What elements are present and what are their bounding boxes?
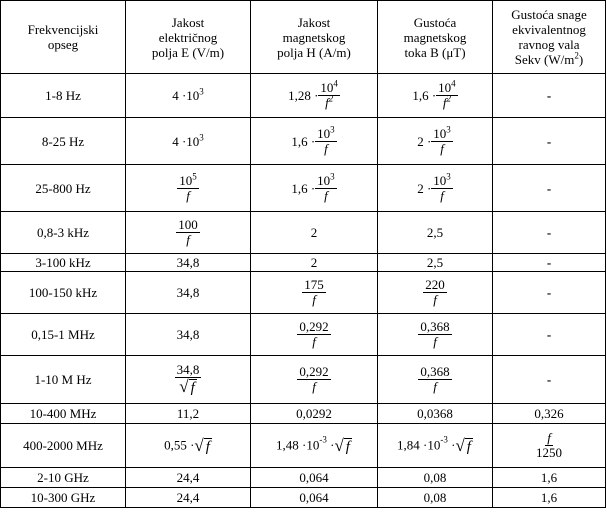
header-line: magnetskog: [403, 29, 467, 45]
value-coefficient: 1,6 ·: [291, 133, 316, 149]
fraction-denominator: [431, 335, 439, 349]
cell-flux-density: [378, 212, 493, 254]
fraction-denominator: [438, 189, 446, 203]
numerator-value: 0,368: [420, 364, 450, 379]
denominator-value: f: [442, 95, 447, 110]
fraction-denominator: [310, 293, 318, 307]
header-row: [1, 1, 606, 74]
fraction-denominator: [323, 93, 335, 110]
cell-frequency-range: [1, 254, 126, 272]
fraction-denominator: [184, 233, 192, 247]
cell-flux-density: [378, 165, 493, 212]
cell-electric-field: [126, 404, 251, 424]
cell-magnetic-field: [251, 165, 378, 212]
cell-power-density: [493, 118, 606, 165]
denominator-exponent: 2: [328, 93, 334, 104]
cell-electric-field: [126, 254, 251, 272]
frequency-range-text: 2-10 GHz: [37, 470, 89, 485]
denominator-value: f: [312, 334, 316, 349]
sqrt-radicand: f: [466, 438, 471, 455]
numerator-exponent: 5: [192, 171, 197, 182]
cell-frequency-range: [1, 468, 126, 488]
cell-value: 2,5: [426, 225, 444, 240]
value-coefficient: 2 ·: [417, 133, 432, 149]
cell-frequency-range: [1, 165, 126, 212]
cell-value: 0,0368: [417, 406, 453, 421]
fraction: [297, 365, 330, 394]
cell-flux-density: [378, 488, 493, 508]
cell-frequency-range: [1, 212, 126, 254]
cell-power-density: [493, 254, 606, 272]
sqrt-expression: [179, 378, 197, 396]
value-coefficient: 1,84 ·10: [397, 438, 441, 453]
frequency-range-text: 0,8-3 kHz: [37, 225, 89, 240]
header-line: magnetskog: [282, 29, 346, 45]
table-row: [1, 165, 606, 212]
cell-magnetic-field: [251, 254, 378, 272]
cell-value: 2,5: [426, 255, 444, 270]
cell-electric-field: [126, 272, 251, 314]
numerator-value: 100: [178, 217, 198, 232]
sqrt-sign: √: [455, 435, 465, 455]
cell-electric-field: [126, 212, 251, 254]
numerator-value: 0,368: [420, 319, 450, 334]
cell-value: -: [546, 225, 552, 240]
numerator-value: 10: [317, 125, 331, 141]
fraction: [177, 171, 199, 203]
denominator-value: f: [186, 187, 190, 203]
value-exponent: 3: [199, 86, 204, 97]
frequency-range-text: 8-25 Hz: [41, 133, 85, 149]
cell-value: 11,2: [176, 406, 200, 421]
cell-frequency-range: [1, 272, 126, 314]
denominator-exponent: 2: [446, 93, 451, 104]
cell-electric-field: [126, 118, 251, 165]
header-line: opseg: [47, 37, 79, 52]
cell-magnetic-field: [251, 272, 378, 314]
header-line: Jakost: [171, 14, 205, 30]
cell-value: -: [546, 180, 552, 196]
cell-power-density: [493, 212, 606, 254]
frequency-range-text: 10-300 GHz: [30, 490, 96, 505]
fraction-numerator: [175, 363, 202, 378]
fraction-denominator: [534, 446, 564, 460]
denominator-value: f: [312, 379, 316, 394]
numerator-value: 175: [304, 277, 324, 292]
cell-power-density: [493, 272, 606, 314]
denominator-value: f: [324, 140, 328, 156]
cell-value: -: [546, 327, 552, 342]
denominator-value: f: [324, 187, 328, 203]
value-coefficient: 1,28 ·: [288, 88, 319, 103]
cell-value: 24,4: [176, 490, 200, 505]
header-line: Sekv $(W/m^2)$: [514, 50, 584, 67]
sqrt-radicand: f: [190, 380, 195, 396]
cell-power-density: [493, 468, 606, 488]
cell-flux-density: [378, 404, 493, 424]
frequency-range-text: 10-400 MHz: [29, 406, 97, 421]
cell-electric-field: [126, 488, 251, 508]
value-operator: ·: [447, 438, 456, 453]
numerator-value: 220: [425, 277, 445, 292]
cell-power-density: [493, 404, 606, 424]
cell-value: 0,064: [299, 470, 329, 485]
value-exponent: -3: [319, 435, 327, 446]
frequency-range-text: 1-8 Hz: [45, 88, 81, 103]
numerator-value: 0,292: [299, 364, 329, 379]
cell-value: -: [546, 285, 552, 300]
fraction-denominator: [431, 380, 439, 394]
table-row: [1, 488, 606, 508]
cell-frequency-range: [1, 424, 126, 468]
fraction-numerator: [418, 365, 451, 380]
value-coefficient: 1,6 ·: [412, 88, 437, 103]
table-row: [1, 212, 606, 254]
fraction-numerator: [302, 278, 326, 293]
header-line: električnog: [158, 29, 218, 45]
value-exponent: 3: [199, 132, 204, 143]
fraction: [315, 171, 337, 203]
numerator-exponent: 3: [446, 171, 451, 182]
fraction: [418, 365, 451, 394]
header-line: ravnog vala: [518, 37, 580, 52]
value-base: 4 ·10: [172, 133, 200, 149]
table-row: [1, 468, 606, 488]
fraction: [418, 320, 451, 349]
cell-value: 34,8: [176, 327, 200, 342]
table-row: [1, 356, 606, 404]
fraction-numerator: [423, 278, 447, 293]
header-line: ekvivalentnog: [512, 22, 586, 37]
cell-power-density: [493, 314, 606, 356]
denominator-value: f: [312, 292, 316, 307]
fraction: [431, 171, 453, 203]
cell-value: 0,0292: [296, 406, 332, 421]
cell-value: 34,8: [176, 285, 200, 300]
cell-value: 0,08: [423, 490, 447, 505]
header-line: toka B (μT): [404, 44, 466, 60]
numerator-value: 10: [433, 125, 447, 141]
table-row: [1, 74, 606, 118]
cell-value: -: [546, 88, 552, 103]
fraction-numerator: [431, 171, 453, 189]
value-coefficient: 0,55 ·: [164, 438, 195, 453]
fraction: [534, 431, 564, 460]
cell-frequency-range: [1, 74, 126, 118]
numerator-value: f: [547, 430, 551, 445]
cell-frequency-range: [1, 488, 126, 508]
cell-magnetic-field: [251, 118, 378, 165]
value-operator: ·: [326, 438, 335, 453]
fraction-numerator: [545, 431, 553, 446]
cell-magnetic-field: [251, 356, 378, 404]
cell-value: -: [546, 133, 552, 149]
sqrt-expression: [455, 437, 473, 455]
cell-value: -: [546, 372, 552, 387]
cell-magnetic-field: [251, 424, 378, 468]
fraction: [423, 278, 447, 307]
cell-value: 2: [310, 225, 318, 240]
numerator-value: 34,8: [176, 362, 200, 377]
numerator-exponent: 3: [330, 124, 335, 135]
table-row: [1, 314, 606, 356]
sqrt-sign: √: [194, 435, 204, 455]
numerator-value: 10: [320, 80, 334, 95]
value-base: 4 ·10: [172, 88, 200, 103]
frequency-range-text: 100-150 kHz: [28, 285, 98, 300]
cell-flux-density: [378, 118, 493, 165]
cell-electric-field: [126, 356, 251, 404]
cell-electric-field: [126, 74, 251, 118]
cell-frequency-range: [1, 356, 126, 404]
cell-flux-density: [378, 468, 493, 488]
header-magnetic-field: [251, 1, 378, 74]
cell-frequency-range: [1, 118, 126, 165]
denominator-value: f: [433, 292, 437, 307]
header-line: polja E (V/m): [151, 44, 225, 60]
cell-magnetic-field: [251, 404, 378, 424]
cell-flux-density: [378, 314, 493, 356]
fraction-denominator: [310, 335, 318, 349]
value-exponent: -3: [440, 435, 448, 446]
fraction: [175, 363, 202, 396]
frequency-range-text: 3-100 kHz: [35, 255, 91, 270]
table-row: [1, 424, 606, 468]
cell-power-density: [493, 356, 606, 404]
header-line: Gustoća snage: [511, 7, 587, 22]
cell-flux-density: [378, 356, 493, 404]
fraction-denominator: [322, 142, 330, 156]
cell-flux-density: [378, 74, 493, 118]
fraction-numerator: [315, 171, 337, 189]
denominator-value: f: [440, 140, 444, 156]
cell-value: 1,6: [540, 470, 558, 485]
denominator-value: f: [440, 187, 444, 203]
numerator-value: 10: [438, 80, 452, 95]
cell-value: 0,08: [423, 470, 447, 485]
sqrt-radicand: f: [345, 438, 350, 455]
sqrt-radicand: f: [205, 438, 210, 455]
fraction-numerator: [315, 124, 337, 142]
numerator-exponent: 4: [451, 78, 456, 89]
sqrt-sign: √: [334, 435, 344, 455]
fraction-denominator: [431, 293, 439, 307]
fraction-denominator: [177, 378, 199, 396]
numerator-value: 10: [433, 172, 447, 188]
cell-power-density: [493, 488, 606, 508]
numerator-value: 10: [317, 172, 331, 188]
header-line: Gustoća: [413, 14, 457, 30]
header-line: Frekvencijski: [27, 22, 99, 37]
table-row: [1, 118, 606, 165]
table-row: [1, 404, 606, 424]
fraction: [176, 218, 200, 247]
value-coefficient: 1,48 ·10: [276, 438, 320, 453]
denominator-value: f: [433, 379, 437, 394]
sqrt-sign: √: [179, 377, 189, 396]
cell-frequency-range: [1, 404, 126, 424]
numerator-exponent: 3: [446, 124, 451, 135]
numerator-value: 0,292: [299, 319, 329, 334]
cell-power-density: [493, 424, 606, 468]
fraction-numerator: [431, 124, 453, 142]
fraction-numerator: [177, 171, 199, 189]
denominator-value: f: [325, 95, 329, 110]
fraction-denominator: [322, 189, 330, 203]
fraction: [318, 78, 340, 110]
fraction-denominator: [441, 93, 453, 110]
header-line: Jakost: [297, 14, 331, 30]
cell-value: 34,8: [176, 255, 200, 270]
frequency-range-text: 25-800 Hz: [35, 180, 91, 196]
fraction-numerator: [176, 218, 200, 233]
cell-flux-density: [378, 272, 493, 314]
value-coefficient: 2 ·: [417, 180, 432, 196]
cell-value: 0,064: [299, 490, 329, 505]
sqrt-expression: [334, 437, 352, 455]
numerator-exponent: 3: [330, 171, 335, 182]
cell-electric-field: [126, 314, 251, 356]
header-electric-field: [126, 1, 251, 74]
numerator-exponent: 4: [333, 78, 338, 89]
numerator-value: 10: [179, 172, 193, 188]
header-magnetic-flux-density: [378, 1, 493, 74]
fraction: [302, 278, 326, 307]
cell-magnetic-field: [251, 212, 378, 254]
denominator-value: f: [186, 232, 190, 247]
fraction: [436, 78, 458, 110]
cell-electric-field: [126, 165, 251, 212]
denominator-value: 1250: [536, 445, 562, 460]
fraction-denominator: [184, 189, 192, 203]
fraction: [315, 124, 337, 156]
cell-magnetic-field: [251, 74, 378, 118]
sqrt-expression: [194, 437, 212, 455]
header-frequency-range: [1, 1, 126, 74]
fraction-numerator: [418, 320, 451, 335]
fraction: [297, 320, 330, 349]
fraction-denominator: [310, 380, 318, 394]
header-power-density: [493, 1, 606, 74]
cell-value: -: [546, 255, 552, 270]
cell-value: 0,326: [534, 406, 564, 421]
frequency-range-text: 400-2000 MHz: [23, 438, 103, 453]
cell-value: 1,6: [540, 490, 558, 505]
cell-power-density: [493, 165, 606, 212]
cell-value: 2: [310, 255, 318, 270]
frequency-range-text: 1-10 M Hz: [34, 372, 92, 387]
table-row: [1, 272, 606, 314]
cell-flux-density: [378, 254, 493, 272]
cell-power-density: [493, 74, 606, 118]
cell-flux-density: [378, 424, 493, 468]
value-coefficient: 1,6 ·: [291, 180, 316, 196]
cell-magnetic-field: [251, 468, 378, 488]
cell-electric-field: [126, 424, 251, 468]
fraction-denominator: [438, 142, 446, 156]
cell-frequency-range: [1, 314, 126, 356]
cell-value: 24,4: [176, 470, 200, 485]
header-line: polja H (A/m): [277, 44, 351, 60]
frequency-range-text: 0,15-1 MHz: [31, 327, 95, 342]
cell-magnetic-field: [251, 314, 378, 356]
fraction-numerator: [297, 320, 330, 335]
fraction: [431, 124, 453, 156]
fraction-numerator: [297, 365, 330, 380]
table-row: [1, 254, 606, 272]
denominator-value: f: [433, 334, 437, 349]
cell-magnetic-field: [251, 488, 378, 508]
cell-electric-field: [126, 468, 251, 488]
